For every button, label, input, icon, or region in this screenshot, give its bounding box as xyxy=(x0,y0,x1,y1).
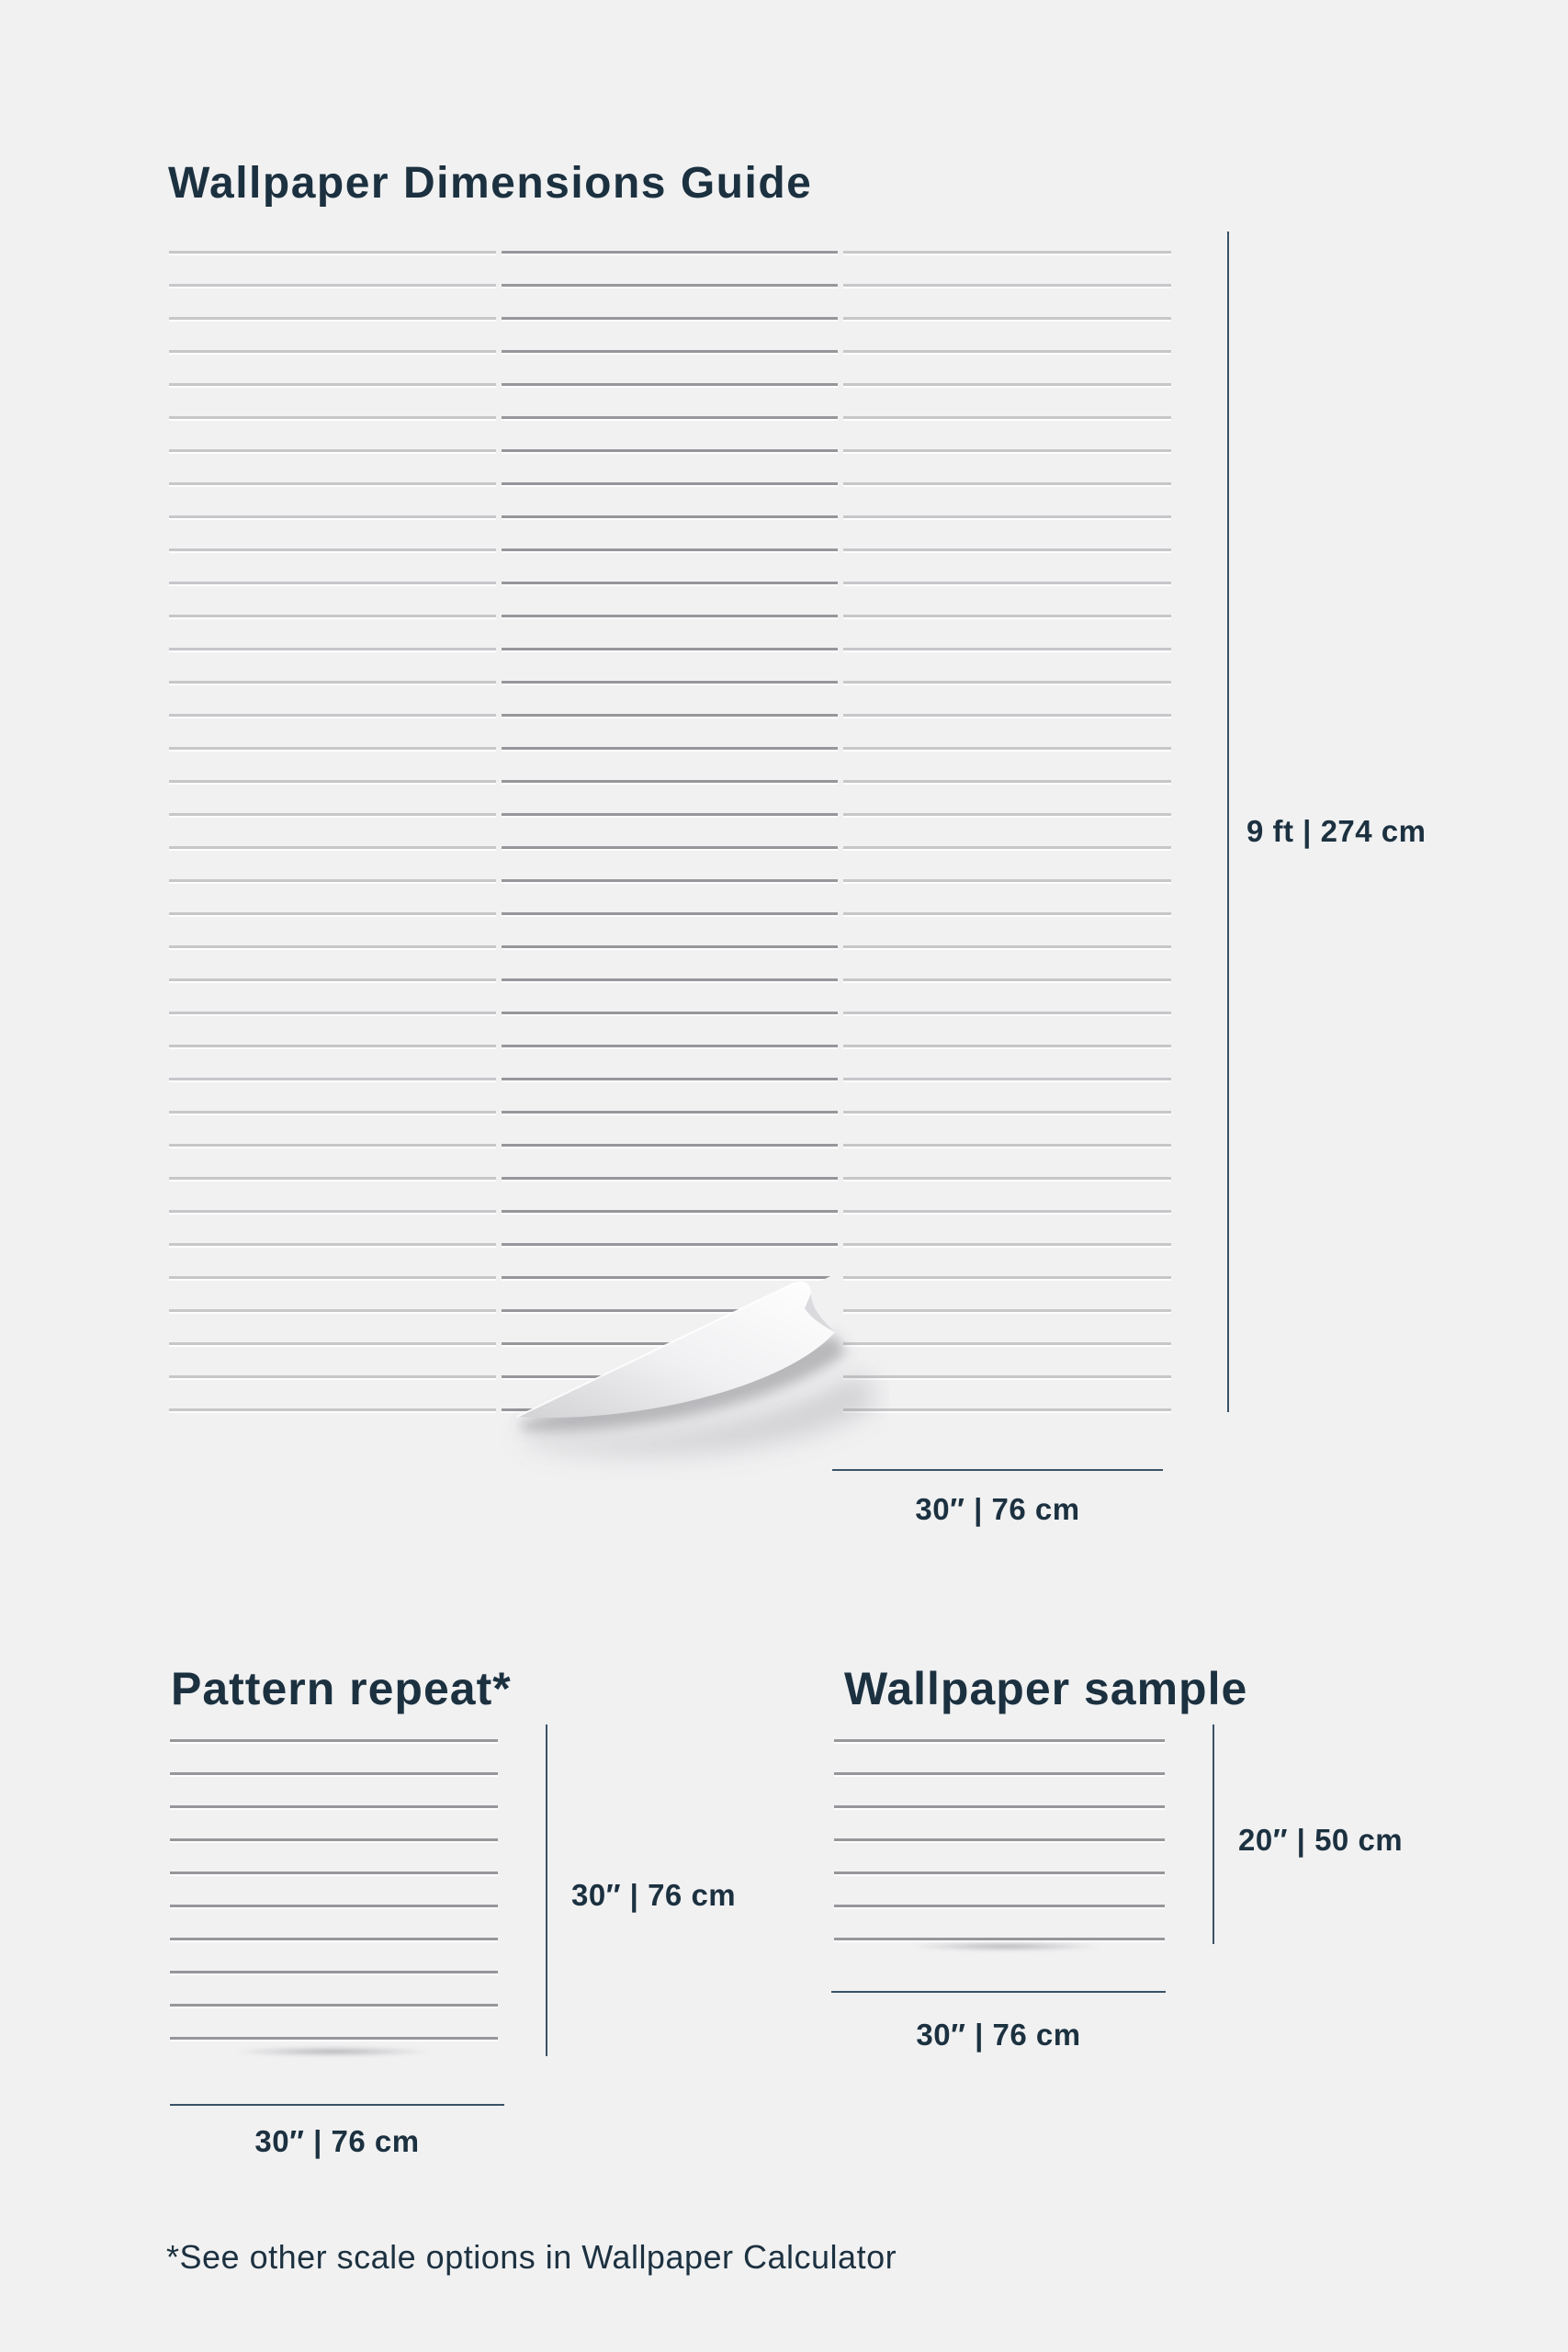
wallpaper-strip-left xyxy=(169,237,496,1431)
wallpaper-strip-right xyxy=(843,237,1171,1431)
footnote: *See other scale options in Wallpaper Calculator xyxy=(166,2238,897,2276)
pattern-repeat-heading: Pattern repeat* xyxy=(171,1662,512,1714)
page-title: Wallpaper Dimensions Guide xyxy=(168,159,813,209)
page-curl-graphic xyxy=(494,1242,889,1486)
wallpaper-sample-width-label: 30″ | 76 cm xyxy=(916,2018,1081,2052)
pattern-repeat-height-dimension-line xyxy=(546,1724,547,2056)
panel-height-dimension-line xyxy=(1227,232,1229,1412)
wallpaper-sample-heading: Wallpaper sample xyxy=(844,1662,1248,1714)
pattern-repeat-width-dimension-line xyxy=(170,2104,504,2106)
panel-width-dimension-line xyxy=(832,1469,1163,1471)
wallpaper-sample-height-label: 20″ | 50 cm xyxy=(1238,1823,1404,1857)
panel-height-label: 9 ft | 274 cm xyxy=(1247,814,1427,848)
pattern-repeat-swatch-shadow xyxy=(195,2045,470,2058)
wallpaper-sample-height-dimension-line xyxy=(1213,1724,1214,1944)
pattern-repeat-swatch xyxy=(170,1725,498,2058)
panel-width-label: 30″ | 76 cm xyxy=(915,1492,1080,1526)
wallpaper-sample-swatch xyxy=(834,1725,1165,1953)
wallpaper-sample-width-dimension-line xyxy=(831,1991,1166,1993)
wallpaper-sample-swatch-shadow xyxy=(873,1940,1139,1952)
pattern-repeat-width-label: 30″ | 76 cm xyxy=(254,2124,420,2158)
pattern-repeat-height-label: 30″ | 76 cm xyxy=(571,1878,737,1912)
